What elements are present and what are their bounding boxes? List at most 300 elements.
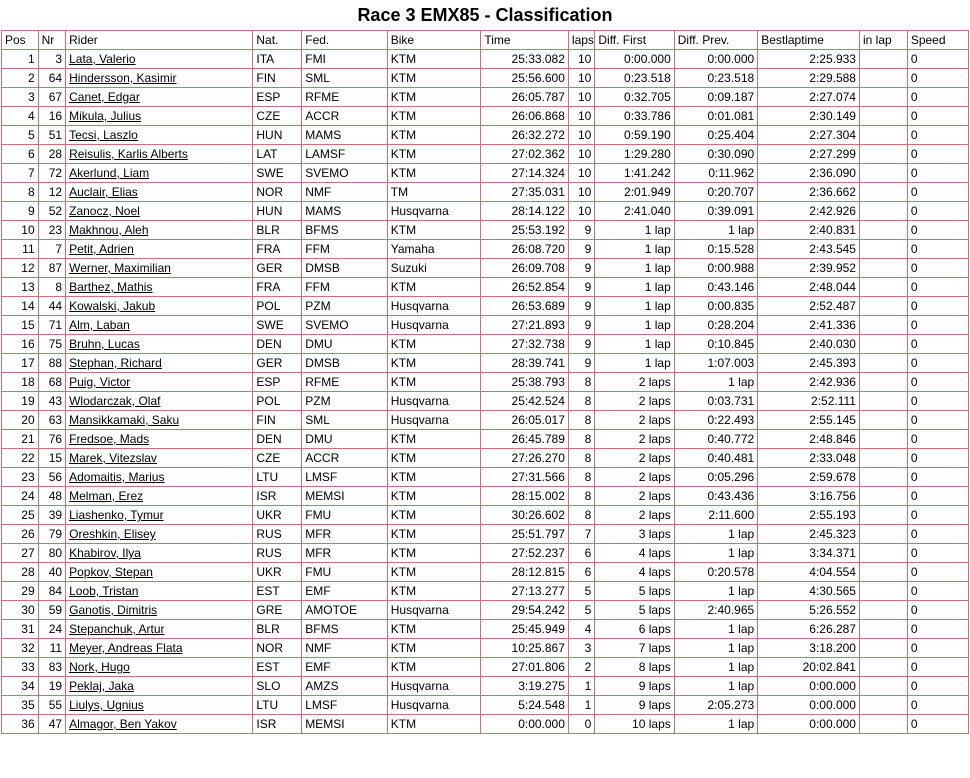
rider-link[interactable]: Liashenko, Tymur <box>69 508 164 522</box>
cell-nat: CZE <box>253 107 302 126</box>
cell-nr: 55 <box>38 696 65 715</box>
cell-nat: POL <box>253 297 302 316</box>
rider-link[interactable]: Stephan, Richard <box>69 356 162 370</box>
cell-rider <box>66 69 253 88</box>
table-row <box>2 145 969 164</box>
table-row <box>2 601 969 620</box>
cell-diff-first: 2:01.949 <box>595 183 674 202</box>
cell-pos: 8 <box>2 183 39 202</box>
cell-fed: MFR <box>302 525 388 544</box>
cell-fed: BFMS <box>302 221 388 240</box>
cell-diff-prev: 1 lap <box>674 677 757 696</box>
cell-nat: ISR <box>253 715 302 734</box>
cell-pos: 4 <box>2 107 39 126</box>
cell-pos: 30 <box>2 601 39 620</box>
cell-diff-prev: 1 lap <box>674 582 757 601</box>
cell-nat: NOR <box>253 183 302 202</box>
cell-speed: 0 <box>907 563 968 582</box>
rider-link[interactable]: Zanocz, Noel <box>69 204 140 218</box>
cell-bike: KTM <box>387 563 481 582</box>
cell-rider <box>66 202 253 221</box>
cell-laps: 10 <box>568 183 594 202</box>
cell-rider <box>66 696 253 715</box>
table-row <box>2 202 969 221</box>
cell-in-lap <box>859 354 907 373</box>
cell-diff-prev: 0:40.772 <box>674 430 757 449</box>
cell-laps: 10 <box>568 107 594 126</box>
cell-bestlaptime: 2:52.111 <box>758 392 860 411</box>
cell-fed: LAMSF <box>302 145 388 164</box>
cell-in-lap <box>859 240 907 259</box>
cell-time: 0:00.000 <box>481 715 569 734</box>
cell-diff-prev: 2:11.600 <box>674 506 757 525</box>
cell-bike: KTM <box>387 658 481 677</box>
rider-link[interactable]: Popkov, Stepan <box>69 565 153 579</box>
cell-speed: 0 <box>907 601 968 620</box>
results-body <box>2 50 969 734</box>
rider-link[interactable]: Hindersson, Kasimir <box>69 71 177 85</box>
cell-diff-first: 2:41.040 <box>595 202 674 221</box>
rider-link[interactable]: Nork, Hugo <box>69 660 130 674</box>
cell-in-lap <box>859 487 907 506</box>
cell-speed: 0 <box>907 202 968 221</box>
cell-diff-first: 1 lap <box>595 259 674 278</box>
cell-diff-first: 1:29.280 <box>595 145 674 164</box>
cell-speed: 0 <box>907 430 968 449</box>
cell-bike: KTM <box>387 525 481 544</box>
cell-nr: 11 <box>38 639 65 658</box>
cell-diff-prev: 0:03.731 <box>674 392 757 411</box>
rider-link[interactable]: Reisulis, Karlis Alberts <box>69 147 188 161</box>
cell-fed: FMI <box>302 50 388 69</box>
cell-nr: 67 <box>38 88 65 107</box>
cell-nr: 71 <box>38 316 65 335</box>
rider-link[interactable]: Stepanchuk, Artur <box>69 622 165 636</box>
cell-nr: 84 <box>38 582 65 601</box>
cell-bike: KTM <box>387 88 481 107</box>
cell-pos: 34 <box>2 677 39 696</box>
rider-link[interactable]: Kowalski, Jakub <box>69 299 156 313</box>
cell-time: 26:05.787 <box>481 88 569 107</box>
cell-nat: EST <box>253 658 302 677</box>
cell-diff-first: 1 lap <box>595 335 674 354</box>
cell-time: 27:01.806 <box>481 658 569 677</box>
cell-time: 26:45.789 <box>481 430 569 449</box>
cell-rider <box>66 677 253 696</box>
cell-bike: KTM <box>387 107 481 126</box>
rider-link[interactable]: Werner, Maximilian <box>69 261 171 275</box>
cell-pos: 10 <box>2 221 39 240</box>
rider-link[interactable]: Alm, Laban <box>69 318 130 332</box>
rider-link[interactable]: Khabirov, Ilya <box>69 546 141 560</box>
cell-nat: EST <box>253 582 302 601</box>
cell-fed: FFM <box>302 240 388 259</box>
cell-pos: 24 <box>2 487 39 506</box>
cell-speed: 0 <box>907 582 968 601</box>
cell-in-lap <box>859 563 907 582</box>
cell-laps: 6 <box>568 544 594 563</box>
cell-bike: TM <box>387 183 481 202</box>
cell-rider <box>66 392 253 411</box>
table-row <box>2 506 969 525</box>
cell-diff-prev: 0:05.296 <box>674 468 757 487</box>
cell-bestlaptime: 2:59.678 <box>758 468 860 487</box>
cell-nr: 47 <box>38 715 65 734</box>
cell-bestlaptime: 2:45.393 <box>758 354 860 373</box>
cell-diff-first: 5 laps <box>595 582 674 601</box>
cell-in-lap <box>859 620 907 639</box>
cell-laps: 8 <box>568 373 594 392</box>
table-row <box>2 335 969 354</box>
rider-link[interactable]: Bruhn, Lucas <box>69 337 140 351</box>
rider-link[interactable]: Barthez, Mathis <box>69 280 153 294</box>
rider-link[interactable]: Wlodarczak, Olaf <box>69 394 161 408</box>
cell-time: 3:19.275 <box>481 677 569 696</box>
cell-diff-first: 2 laps <box>595 430 674 449</box>
column-header-pos: Pos <box>2 31 39 50</box>
cell-nat: DEN <box>253 335 302 354</box>
cell-rider <box>66 430 253 449</box>
cell-nr: 28 <box>38 145 65 164</box>
cell-time: 25:38.793 <box>481 373 569 392</box>
rider-link[interactable]: Tecsi, Laszlo <box>69 128 138 142</box>
cell-nat: BLR <box>253 221 302 240</box>
rider-link[interactable]: Adomaitis, Marius <box>69 470 165 484</box>
cell-diff-first: 0:33.786 <box>595 107 674 126</box>
cell-laps: 8 <box>568 487 594 506</box>
cell-time: 27:26.270 <box>481 449 569 468</box>
cell-time: 26:05.017 <box>481 411 569 430</box>
cell-laps: 9 <box>568 335 594 354</box>
rider-link[interactable]: Meyer, Andreas Flata <box>69 641 183 655</box>
cell-rider <box>66 468 253 487</box>
column-header-rider: Rider <box>66 31 253 50</box>
column-header-nr: Nr <box>38 31 65 50</box>
cell-nat: ITA <box>253 50 302 69</box>
cell-diff-prev: 0:15.528 <box>674 240 757 259</box>
cell-bike: KTM <box>387 69 481 88</box>
cell-fed: MAMS <box>302 126 388 145</box>
cell-nr: 40 <box>38 563 65 582</box>
rider-link[interactable]: Petit, Adrien <box>69 242 134 256</box>
cell-speed: 0 <box>907 88 968 107</box>
cell-nat: BLR <box>253 620 302 639</box>
cell-bike: KTM <box>387 335 481 354</box>
cell-fed: PZM <box>302 297 388 316</box>
cell-laps: 10 <box>568 145 594 164</box>
cell-pos: 17 <box>2 354 39 373</box>
cell-rider <box>66 221 253 240</box>
cell-in-lap <box>859 715 907 734</box>
cell-diff-first: 1 lap <box>595 221 674 240</box>
cell-bestlaptime: 0:00.000 <box>758 677 860 696</box>
table-row <box>2 563 969 582</box>
cell-nr: 39 <box>38 506 65 525</box>
cell-in-lap <box>859 183 907 202</box>
cell-bestlaptime: 2:36.090 <box>758 164 860 183</box>
cell-pos: 29 <box>2 582 39 601</box>
cell-fed: LMSF <box>302 468 388 487</box>
cell-pos: 21 <box>2 430 39 449</box>
cell-diff-prev: 1 lap <box>674 658 757 677</box>
cell-laps: 8 <box>568 430 594 449</box>
cell-rider <box>66 487 253 506</box>
cell-in-lap <box>859 506 907 525</box>
cell-diff-first: 0:59.190 <box>595 126 674 145</box>
column-header-time: Time <box>481 31 569 50</box>
cell-speed: 0 <box>907 506 968 525</box>
cell-diff-prev: 0:11.962 <box>674 164 757 183</box>
cell-bestlaptime: 2:42.926 <box>758 202 860 221</box>
cell-fed: RFME <box>302 373 388 392</box>
cell-laps: 9 <box>568 259 594 278</box>
cell-diff-prev: 0:22.493 <box>674 411 757 430</box>
cell-laps: 10 <box>568 88 594 107</box>
cell-nat: HUN <box>253 202 302 221</box>
cell-laps: 10 <box>568 126 594 145</box>
rider-link[interactable]: Almagor, Ben Yakov <box>69 717 177 731</box>
cell-bike: KTM <box>387 544 481 563</box>
cell-fed: EMF <box>302 582 388 601</box>
cell-diff-first: 10 laps <box>595 715 674 734</box>
cell-laps: 10 <box>568 69 594 88</box>
cell-bestlaptime: 2:55.193 <box>758 506 860 525</box>
cell-time: 25:56.600 <box>481 69 569 88</box>
cell-in-lap <box>859 525 907 544</box>
table-row <box>2 316 969 335</box>
cell-time: 27:13.277 <box>481 582 569 601</box>
cell-pos: 31 <box>2 620 39 639</box>
cell-speed: 0 <box>907 126 968 145</box>
table-row <box>2 392 969 411</box>
cell-bike: Yamaha <box>387 240 481 259</box>
cell-fed: DMU <box>302 335 388 354</box>
rider-link[interactable]: Mansikkamaki, Saku <box>69 413 180 427</box>
cell-bestlaptime: 2:30.149 <box>758 107 860 126</box>
cell-laps: 8 <box>568 468 594 487</box>
cell-bike: Husqvarna <box>387 202 481 221</box>
cell-bike: KTM <box>387 639 481 658</box>
cell-nr: 83 <box>38 658 65 677</box>
cell-bike: KTM <box>387 620 481 639</box>
cell-in-lap <box>859 373 907 392</box>
cell-nat: FRA <box>253 278 302 297</box>
cell-in-lap <box>859 316 907 335</box>
rider-link[interactable]: Makhnou, Aleh <box>69 223 149 237</box>
cell-nr: 15 <box>38 449 65 468</box>
cell-diff-prev: 2:05.273 <box>674 696 757 715</box>
cell-nat: LAT <box>253 145 302 164</box>
cell-speed: 0 <box>907 221 968 240</box>
cell-nat: RUS <box>253 525 302 544</box>
cell-time: 26:08.720 <box>481 240 569 259</box>
cell-time: 26:06.868 <box>481 107 569 126</box>
column-header-in-lap: in lap <box>859 31 907 50</box>
cell-diff-first: 6 laps <box>595 620 674 639</box>
cell-speed: 0 <box>907 677 968 696</box>
cell-nr: 19 <box>38 677 65 696</box>
cell-rider <box>66 164 253 183</box>
cell-laps: 10 <box>568 50 594 69</box>
rider-link[interactable]: Loob, Tristan <box>69 584 139 598</box>
cell-bike: KTM <box>387 582 481 601</box>
cell-fed: PZM <box>302 392 388 411</box>
cell-speed: 0 <box>907 69 968 88</box>
cell-nat: LTU <box>253 468 302 487</box>
cell-nr: 76 <box>38 430 65 449</box>
rider-link[interactable]: Melman, Erez <box>69 489 144 503</box>
cell-nr: 56 <box>38 468 65 487</box>
cell-laps: 2 <box>568 658 594 677</box>
cell-rider <box>66 525 253 544</box>
page-title: Race 3 EMX85 - Classification <box>357 5 613 25</box>
cell-in-lap <box>859 107 907 126</box>
table-row <box>2 164 969 183</box>
rider-link[interactable]: Marek, Vitezslav <box>69 451 157 465</box>
cell-time: 25:45.949 <box>481 620 569 639</box>
cell-time: 28:15.002 <box>481 487 569 506</box>
cell-laps: 10 <box>568 164 594 183</box>
cell-in-lap <box>859 335 907 354</box>
cell-fed: NMF <box>302 183 388 202</box>
cell-nat: RUS <box>253 544 302 563</box>
table-row <box>2 240 969 259</box>
cell-bike: KTM <box>387 126 481 145</box>
cell-pos: 28 <box>2 563 39 582</box>
cell-diff-first: 2 laps <box>595 373 674 392</box>
cell-bestlaptime: 2:27.299 <box>758 145 860 164</box>
cell-diff-first: 3 laps <box>595 525 674 544</box>
cell-nr: 72 <box>38 164 65 183</box>
cell-bestlaptime: 2:52.487 <box>758 297 860 316</box>
cell-fed: EMF <box>302 658 388 677</box>
table-row <box>2 658 969 677</box>
cell-fed: LMSF <box>302 696 388 715</box>
cell-pos: 35 <box>2 696 39 715</box>
table-row <box>2 88 969 107</box>
table-row <box>2 297 969 316</box>
header-row <box>2 31 969 50</box>
cell-diff-prev: 0:09.187 <box>674 88 757 107</box>
cell-speed: 0 <box>907 50 968 69</box>
cell-diff-first: 1:41.242 <box>595 164 674 183</box>
cell-bike: KTM <box>387 449 481 468</box>
cell-diff-first: 1 lap <box>595 316 674 335</box>
cell-nr: 12 <box>38 183 65 202</box>
cell-speed: 0 <box>907 544 968 563</box>
cell-time: 27:21.893 <box>481 316 569 335</box>
cell-speed: 0 <box>907 411 968 430</box>
cell-in-lap <box>859 69 907 88</box>
cell-bestlaptime: 2:48.846 <box>758 430 860 449</box>
cell-time: 25:42.524 <box>481 392 569 411</box>
cell-rider <box>66 354 253 373</box>
rider-link[interactable]: Akerlund, Liam <box>69 166 150 180</box>
cell-rider <box>66 601 253 620</box>
rider-link[interactable]: Mikula, Julius <box>69 109 142 123</box>
cell-nr: 24 <box>38 620 65 639</box>
cell-bestlaptime: 5:26.552 <box>758 601 860 620</box>
cell-diff-prev: 0:00.000 <box>674 50 757 69</box>
cell-diff-prev: 1:07.003 <box>674 354 757 373</box>
cell-nr: 75 <box>38 335 65 354</box>
cell-rider <box>66 316 253 335</box>
cell-laps: 8 <box>568 449 594 468</box>
cell-pos: 16 <box>2 335 39 354</box>
cell-in-lap <box>859 202 907 221</box>
cell-fed: SML <box>302 69 388 88</box>
cell-bike: Husqvarna <box>387 297 481 316</box>
cell-bike: KTM <box>387 373 481 392</box>
rider-link[interactable]: Canet, Edgar <box>69 90 140 104</box>
cell-rider <box>66 373 253 392</box>
cell-diff-prev: 1 lap <box>674 544 757 563</box>
cell-pos: 23 <box>2 468 39 487</box>
cell-speed: 0 <box>907 354 968 373</box>
cell-bestlaptime: 2:55.145 <box>758 411 860 430</box>
rider-link[interactable]: Oreshkin, Elisey <box>69 527 156 541</box>
cell-rider <box>66 506 253 525</box>
cell-bestlaptime: 0:00.000 <box>758 696 860 715</box>
table-row <box>2 525 969 544</box>
rider-link[interactable]: Lata, Valerio <box>69 52 136 66</box>
cell-rider <box>66 297 253 316</box>
rider-link[interactable]: Peklaj, Jaka <box>69 679 134 693</box>
cell-bike: KTM <box>387 354 481 373</box>
table-row <box>2 487 969 506</box>
cell-nat: ISR <box>253 487 302 506</box>
column-header-diff-prev: Diff. Prev. <box>674 31 757 50</box>
cell-rider <box>66 563 253 582</box>
cell-fed: MFR <box>302 544 388 563</box>
cell-bestlaptime: 2:40.030 <box>758 335 860 354</box>
cell-laps: 7 <box>568 525 594 544</box>
table-row <box>2 183 969 202</box>
cell-nat: FIN <box>253 411 302 430</box>
cell-nr: 48 <box>38 487 65 506</box>
cell-nat: DEN <box>253 430 302 449</box>
cell-speed: 0 <box>907 259 968 278</box>
column-header-laps: laps <box>568 31 594 50</box>
cell-rider <box>66 449 253 468</box>
cell-laps: 0 <box>568 715 594 734</box>
cell-rider <box>66 620 253 639</box>
cell-rider <box>66 126 253 145</box>
cell-bestlaptime: 2:27.074 <box>758 88 860 107</box>
cell-nat: HUN <box>253 126 302 145</box>
cell-bike: KTM <box>387 50 481 69</box>
cell-bestlaptime: 3:18.200 <box>758 639 860 658</box>
cell-in-lap <box>859 601 907 620</box>
cell-time: 25:51.797 <box>481 525 569 544</box>
cell-nr: 80 <box>38 544 65 563</box>
column-header-fed: Fed. <box>302 31 388 50</box>
rider-link[interactable]: Liulys, Ugnius <box>69 698 144 712</box>
cell-laps: 9 <box>568 316 594 335</box>
cell-fed: FFM <box>302 278 388 297</box>
rider-link[interactable]: Auclair, Elias <box>69 185 138 199</box>
cell-in-lap <box>859 278 907 297</box>
cell-nr: 63 <box>38 411 65 430</box>
column-header-speed: Speed <box>907 31 968 50</box>
cell-diff-first: 2 laps <box>595 468 674 487</box>
rider-link[interactable]: Puig, Victor <box>69 375 131 389</box>
rider-link[interactable]: Fredsoe, Mads <box>69 432 150 446</box>
cell-pos: 15 <box>2 316 39 335</box>
cell-time: 27:32.738 <box>481 335 569 354</box>
cell-nr: 68 <box>38 373 65 392</box>
rider-link[interactable]: Ganotis, Dimitris <box>69 603 158 617</box>
